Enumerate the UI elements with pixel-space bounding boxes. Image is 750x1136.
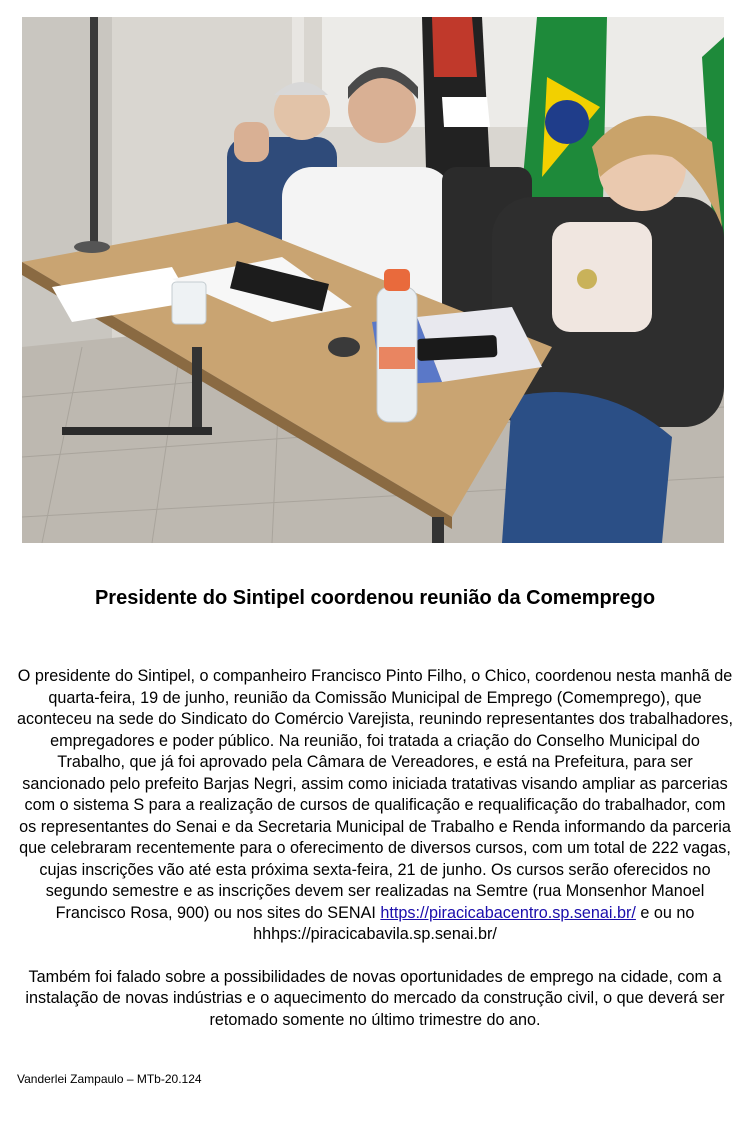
article-photo	[22, 17, 724, 543]
author-byline: Vanderlei Zampaulo – MTb-20.124	[17, 1072, 202, 1086]
article-paragraph-2: Também foi falado sobre a possibilidades de novas oportunidades de emprego na cidade, com a instalação de novas indústrias e o aquecimento do mercado da construção civil, o que deverá ser retomado somente no último trimestre do ano.	[25, 967, 725, 1029]
article-title: Presidente do Sintipel coordenou reunião da Comemprego	[94, 587, 656, 609]
senai-centro-link[interactable]: https://piracicabacentro.sp.senai.br/	[380, 903, 636, 922]
meeting-photo-illustration	[22, 17, 724, 543]
article-body	[16, 666, 734, 1031]
paragraph-1-tail: e ou no hhhps://piracicabavila.sp.senai.br/	[253, 903, 695, 943]
article-paragraph-1	[16, 666, 734, 946]
paragraph-1-text: O presidente do Sintipel, o companheiro Francisco Pinto Filho, o Chico, coordenou nesta manhã de quarta-feira, 19 de junho, reunião da Comissão Municipal de Emprego (Comemprego), que aconteceu na sede do Sindicato do Comércio Varejista, reunindo representantes dos trabalhadores, empregadores e poder público. Na reunião, foi tratada a criação do Conselho Municipal do Trabalho, que já foi aprovado pela Câmara de Vereadores, e está na Prefeitura, para ser sancionado pelo prefeito Barjas Negri, assim como iniciada tratativas visando ampliar as parcerias com o sistema S para a realização de cursos de qualificação e requalificação do trabalhador, com os representantes do Senai e da Secretaria Municipal de Trabalho e Renda informando da parceria que celebraram recentemente para o oferecimento de diversos cursos, com um total de 222 vagas, cujas inscrições vão até esta próxima sexta-feira, 21 de junho. Os cursos serão oferecidos no segundo semestre e as inscrições devem ser realizadas na Semtre (rua Monsenhor Manoel Francisco Rosa, 900) ou nos sites do SENAI	[17, 667, 733, 922]
